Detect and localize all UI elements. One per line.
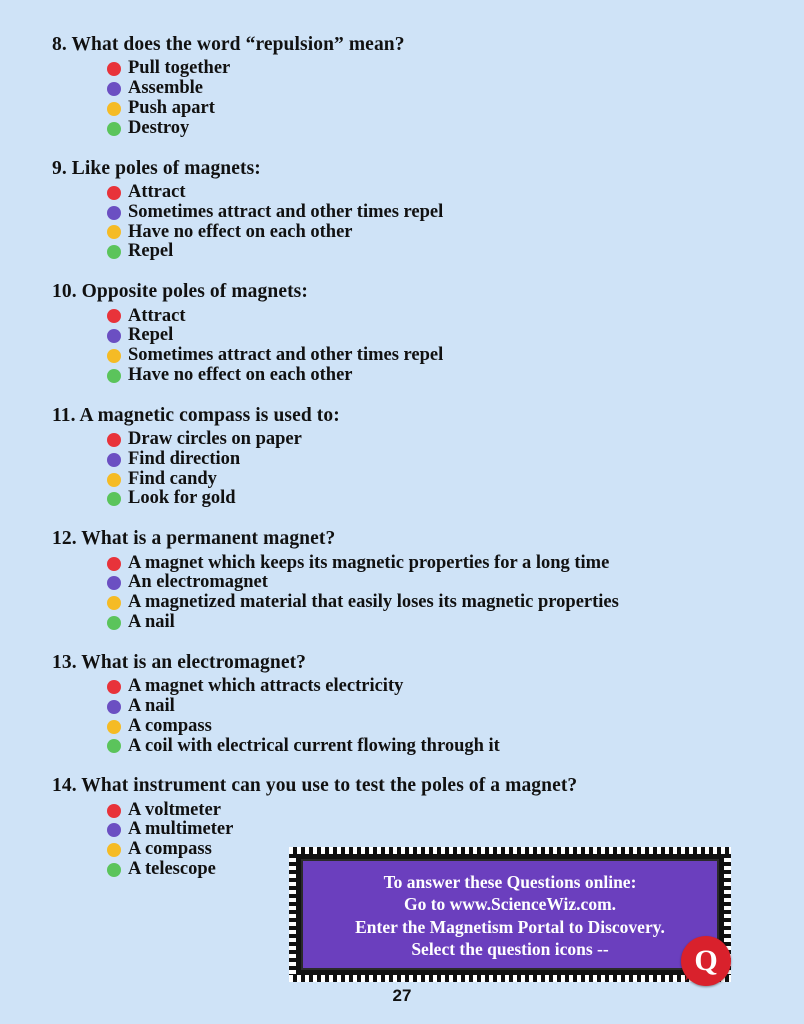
question-block: [52, 528, 764, 633]
question-block: [52, 652, 764, 757]
promo-line-4: Select the question icons --: [411, 938, 609, 959]
question-block: [52, 281, 764, 386]
option-bullet-icon[interactable]: [107, 492, 121, 506]
question-badge-icon[interactable]: [681, 936, 735, 990]
promo-line-3: Enter the Magnetism Portal to Discovery.: [355, 916, 665, 937]
option-label: Sometimes attract and other times repel: [128, 201, 444, 222]
option-item[interactable]: [107, 737, 764, 757]
question-text: 12. What is a permanent magnet?: [52, 528, 336, 550]
option-bullet-icon[interactable]: [107, 82, 121, 96]
option-bullet-icon[interactable]: [107, 557, 121, 571]
option-bullet-icon[interactable]: [107, 433, 121, 447]
option-label: A multimeter: [128, 819, 234, 840]
option-bullet-icon[interactable]: [107, 596, 121, 610]
option-item[interactable]: [107, 801, 764, 821]
promo-panel: [301, 859, 719, 970]
promo-box: [289, 847, 731, 982]
option-item[interactable]: [107, 59, 764, 79]
option-bullet-icon[interactable]: [107, 186, 121, 200]
option-item[interactable]: [107, 242, 764, 262]
option-label: Find direction: [128, 448, 241, 469]
option-item[interactable]: [107, 307, 764, 327]
question-list: [52, 34, 764, 880]
question-block: [52, 158, 764, 263]
option-bullet-icon[interactable]: [107, 369, 121, 383]
option-bullet-icon[interactable]: [107, 349, 121, 363]
option-label: A magnetized material that easily loses its magnetic properties: [128, 592, 619, 613]
option-label: Have no effect on each other: [128, 221, 353, 242]
option-label: An electromagnet: [128, 572, 268, 593]
option-list: [52, 677, 764, 756]
option-bullet-icon[interactable]: [107, 245, 121, 259]
option-label: A compass: [128, 715, 212, 736]
option-item[interactable]: [107, 613, 764, 633]
option-label: Find candy: [128, 468, 217, 489]
option-list: [52, 183, 764, 262]
option-list: [52, 307, 764, 386]
option-item[interactable]: [107, 717, 764, 737]
option-item[interactable]: [107, 99, 764, 119]
option-label: Pull together: [128, 58, 231, 79]
option-item[interactable]: [107, 697, 764, 717]
question-text: 11. A magnetic compass is used to:: [52, 404, 340, 426]
option-label: A magnet which keeps its magnetic properties for a long time: [128, 552, 610, 573]
option-label: A magnet which attracts electricity: [128, 676, 404, 697]
option-label: Destroy: [128, 117, 190, 138]
option-label: Repel: [128, 241, 174, 262]
option-item[interactable]: [107, 489, 764, 509]
option-bullet-icon[interactable]: [107, 616, 121, 630]
option-label: Have no effect on each other: [128, 364, 353, 385]
option-bullet-icon[interactable]: [107, 739, 121, 753]
option-label: Attract: [128, 305, 186, 326]
option-bullet-icon[interactable]: [107, 720, 121, 734]
option-item[interactable]: [107, 554, 764, 574]
option-item[interactable]: [107, 326, 764, 346]
option-item[interactable]: [107, 573, 764, 593]
option-item[interactable]: [107, 79, 764, 99]
option-item[interactable]: [107, 470, 764, 490]
option-bullet-icon[interactable]: [107, 102, 121, 116]
option-bullet-icon[interactable]: [107, 473, 121, 487]
option-item[interactable]: [107, 366, 764, 386]
option-bullet-icon[interactable]: [107, 62, 121, 76]
option-bullet-icon[interactable]: [107, 804, 121, 818]
option-bullet-icon[interactable]: [107, 823, 121, 837]
option-bullet-icon[interactable]: [107, 122, 121, 136]
option-bullet-icon[interactable]: [107, 206, 121, 220]
option-bullet-icon[interactable]: [107, 576, 121, 590]
question-text: 8. What does the word “repulsion” mean?: [52, 34, 405, 55]
option-bullet-icon[interactable]: [107, 863, 121, 877]
option-item[interactable]: [107, 223, 764, 243]
option-label: A coil with electrical current flowing through it: [128, 735, 500, 756]
question-text: 10. Opposite poles of magnets:: [52, 281, 308, 303]
option-label: Sometimes attract and other times repel: [128, 345, 444, 366]
option-bullet-icon[interactable]: [107, 309, 121, 323]
option-bullet-icon[interactable]: [107, 225, 121, 239]
question-text: 9. Like poles of magnets:: [52, 157, 261, 179]
option-label: A voltmeter: [128, 799, 221, 820]
option-label: A nail: [128, 611, 175, 632]
option-bullet-icon[interactable]: [107, 453, 121, 467]
page-number: 27: [392, 986, 412, 1005]
promo-line-1: To answer these Questions online:: [383, 871, 637, 892]
option-bullet-icon[interactable]: [107, 843, 121, 857]
option-item[interactable]: [107, 346, 764, 366]
option-bullet-icon[interactable]: [107, 680, 121, 694]
badge-letter: Q: [694, 944, 718, 977]
option-label: A nail: [128, 695, 175, 716]
option-item[interactable]: [107, 183, 764, 203]
option-label: A compass: [128, 839, 212, 860]
option-label: Repel: [128, 325, 174, 346]
option-label: Draw circles on paper: [128, 429, 302, 450]
question-text: 14. What instrument can you use to test the poles of a magnet?: [52, 775, 578, 797]
option-label: Attract: [128, 181, 186, 202]
option-item[interactable]: [107, 430, 764, 450]
question-block: [52, 34, 764, 139]
promo-line-2: Go to www.ScienceWiz.com.: [403, 894, 617, 915]
option-list: [52, 554, 764, 633]
option-item[interactable]: [107, 203, 764, 223]
option-label: Push apart: [128, 97, 215, 118]
option-item[interactable]: [107, 450, 764, 470]
option-label: Look for gold: [128, 488, 236, 509]
question-block: [52, 405, 764, 510]
option-list: [52, 59, 764, 138]
question-text: 13. What is an electromagnet?: [52, 651, 307, 673]
option-bullet-icon[interactable]: [107, 329, 121, 343]
option-label: Assemble: [128, 78, 204, 99]
option-label: A telescope: [128, 859, 216, 880]
option-list: [52, 430, 764, 509]
option-bullet-icon[interactable]: [107, 700, 121, 714]
option-item[interactable]: [107, 677, 764, 697]
option-item[interactable]: [107, 820, 764, 840]
option-item[interactable]: [107, 119, 764, 139]
option-item[interactable]: [107, 593, 764, 613]
